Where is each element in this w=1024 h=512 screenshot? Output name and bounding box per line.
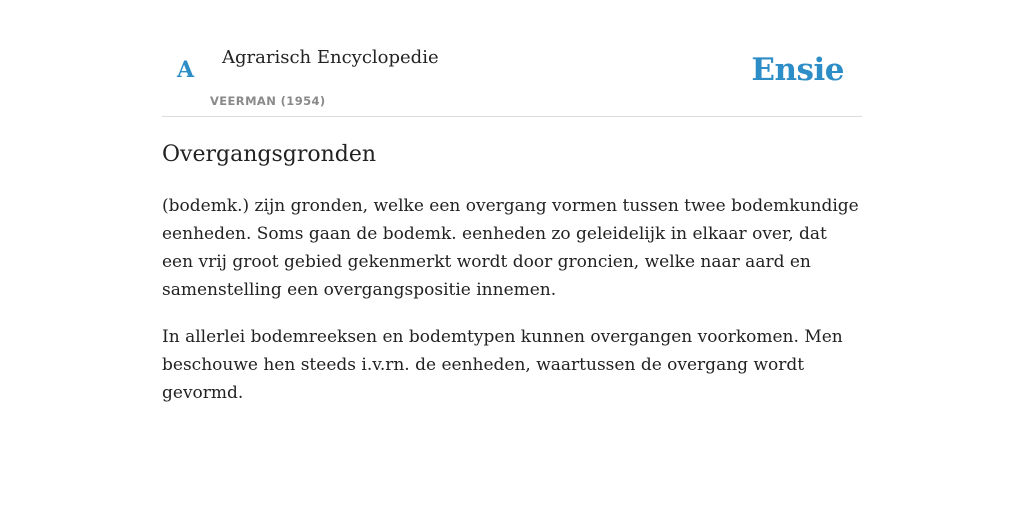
page-header: [162, 0, 862, 117]
edition-label: VEERMAN (1954): [210, 94, 326, 108]
article-title: Overgangsgronden: [162, 142, 377, 167]
ensie-brand-logo[interactable]: Ensie: [751, 52, 844, 88]
encyclopedia-logo-link[interactable]: A: [177, 57, 195, 83]
encyclopedia-title[interactable]: Agrarisch Encyclopedie: [222, 47, 439, 68]
article-paragraph-1: (bodemk.) zijn gronden, welke een overgang vormen tussen twee bodemkundige eenheden. Soms gaan de bodemk. eenheden zo geleidelijk in elkaar over, dat een vrij groot gebied gekenmerkt wordt door groncien, welke naar aard en samenstelling een overgangspositie innemen.: [162, 196, 859, 300]
article: [162, 138, 862, 407]
article-paragraph-2: In allerlei bodemreeksen en bodemtypen kunnen overgangen voorkomen. Men beschouwe hen steeds i.v.rn. de eenheden, waartussen de overgang wordt gevormd.: [162, 327, 843, 403]
